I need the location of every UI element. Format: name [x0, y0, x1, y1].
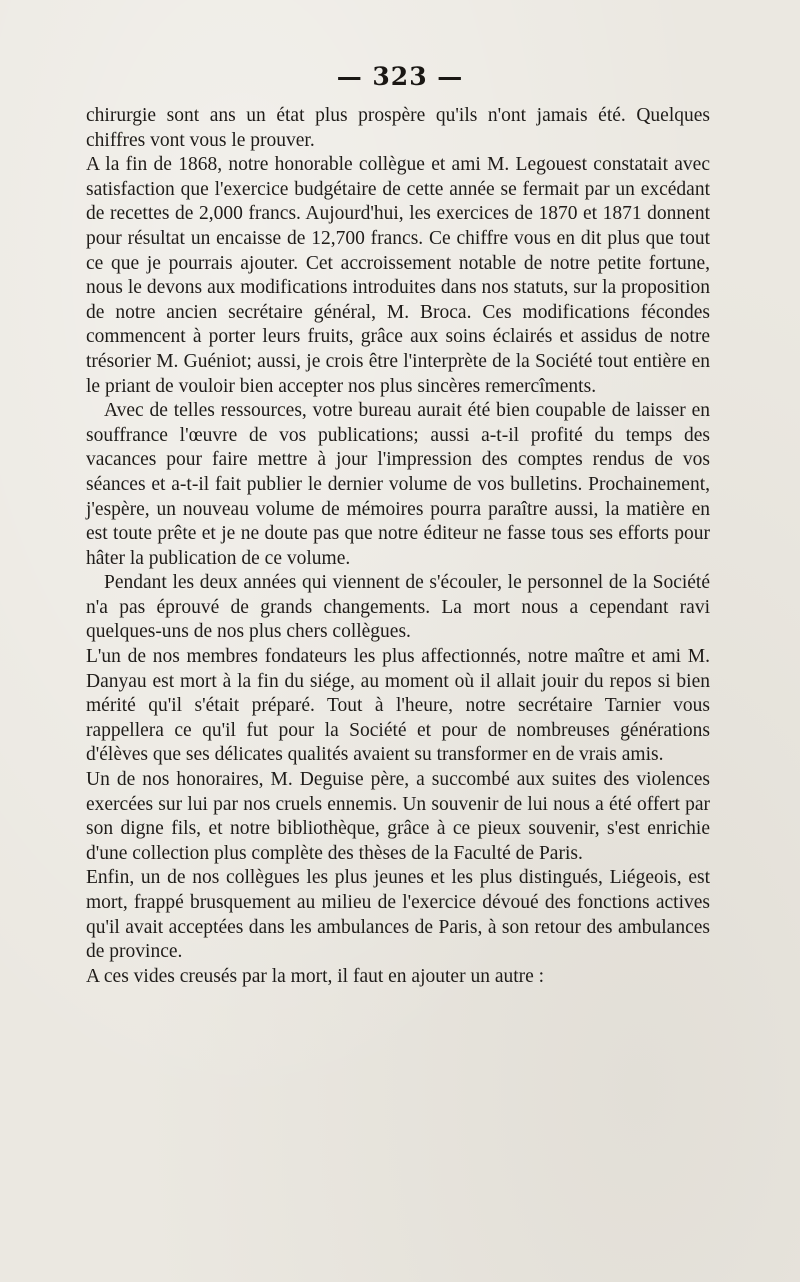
paragraph-6: Un de nos honoraires, M. Deguise père, a succombé aux suites des violences exercées sur lui par nos cruels ennemis. Un souvenir de lui nous a été offert par son digne fils, et notre bibliothèque, grâce à ce pieux souvenir, s'est enrichie d'une collection plus complète des thèses de la Faculté de Paris. — [86, 769, 710, 864]
paragraph-1: chirurgie sont ans un état plus prospère qu'ils n'ont jamais été. Quelques chiffres vont vous le prouver. — [86, 105, 710, 151]
paragraph-5: L'un de nos membres fondateurs les plus affectionnés, notre maître et ami M. Danyau est mort à la fin du siége, au moment où il allait jouir du repos si bien mérité qu'il s'était préparé. Tout à l'heure, notre secrétaire Tarnier vous rappellera ce qu'il fut pour la Société et pour de nombreuses générations d'élèves que ses délicates qualités avaient su transformer en de vrais amis. — [86, 646, 710, 766]
paragraph-7: Enfin, un de nos collègues les plus jeunes et les plus distingués, Liégeois, est mort, frappé brusquement au milieu de l'exercice dévoué des fonctions actives qu'il avait acceptées dans les ambulances de Paris, à son retour des ambulances de province. — [86, 867, 710, 963]
paragraph-3: Avec de telles ressources, votre bureau aurait été bien coupable de laisser en souffrance l'œuvre de vos publications; aussi a-t-il profité du temps des vacances pour faire mettre à jour l'impression des comptes rendus de vos séances et a-t-il fait publier le dernier volume de vos bulletins. Prochainement, j'espère, un nouveau volume de mémoires pourra paraître aussi, la matière en est toute prête et je ne doute pas que notre éditeur ne fasse tous ses efforts pour hâter la publication de ce volume. — [86, 400, 710, 569]
body-text — [86, 104, 710, 989]
paragraph-2: A la fin de 1868, notre honorable collègue et ami M. Legouest constatait avec satisfaction que l'exercice budgétaire de cette année se fermait par un excédant de recettes de 2,000 francs. Aujourd'hui, les exercices de 1870 et 1871 donnent pour résultat un encaisse de 12,700 francs. Ce chiffre vous en dit plus que tout ce que je pourrais ajouter. Cet accroissement notable de notre petite fortune, nous le devons aux modifications introduites dans nos statuts, sur la proposition de notre ancien secrétaire général, M. Broca. Ces modifications fécondes commencent à porter leurs fruits, grâce aux soins éclairés et assidus de notre trésorier M. Guéniot; aussi, je crois être l'interprète de la Société tout entière en le priant de vouloir bien accepter nos plus sincères remercîments. — [86, 154, 710, 397]
paragraph-8: A ces vides creusés par la mort, il faut en ajouter un autre : — [86, 965, 545, 987]
paragraph-4: Pendant les deux années qui viennent de s'écouler, le personnel de la Société n'a pas éprouvé de grands changements. La mort nous a cependant ravi quelques-uns de nos plus chers collègues. — [86, 572, 710, 643]
page-number: — 323 — — [336, 62, 464, 91]
